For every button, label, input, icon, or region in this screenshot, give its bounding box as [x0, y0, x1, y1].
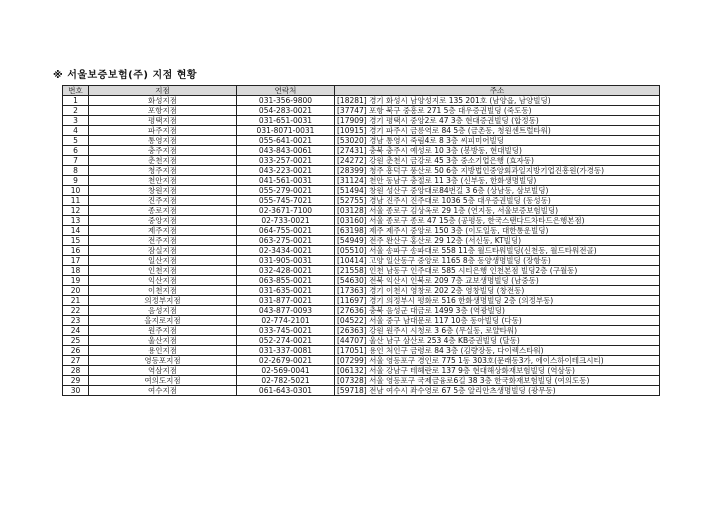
branch-address: [17909] 경기 평택시 중앙2로 47 3층 현대증권빌딩 (합정동)	[335, 116, 660, 126]
branch-address: [10915] 경기 파주시 금릉역로 84 5층 (금촌동, 청원센트럴타워)	[335, 126, 660, 136]
branch-phone: 031-635-0021	[237, 286, 335, 296]
branch-table	[62, 85, 660, 396]
document-title: ※ 서울보증보험(주) 지점 현황	[53, 70, 198, 81]
header-address: 주소	[335, 86, 660, 96]
row-number: 9	[63, 176, 89, 186]
branch-phone: 02-2679-0021	[237, 356, 335, 366]
branch-phone: 063-855-0021	[237, 276, 335, 286]
table-row	[63, 166, 660, 176]
row-number: 17	[63, 256, 89, 266]
branch-address: [17363] 경기 이천시 영창로 202 2층 영창빌딩 (창전동)	[335, 286, 660, 296]
branch-phone: 033-257-0021	[237, 156, 335, 166]
row-number: 21	[63, 296, 89, 306]
branch-phone: 02-3434-0021	[237, 246, 335, 256]
branch-address: [27636] 충북 음성군 대금로 1499 3층 (역광빌딩)	[335, 306, 660, 316]
branch-address: [44707] 울산 남구 삼산로 253 4층 KB증권빌딩 (달동)	[335, 336, 660, 346]
branch-name: 의정부지점	[89, 296, 237, 306]
header-contact: 연락처	[237, 86, 335, 96]
header-branch: 지점	[89, 86, 237, 96]
row-number: 26	[63, 346, 89, 356]
branch-phone: 02-782-5021	[237, 376, 335, 386]
branch-phone: 033-745-0021	[237, 326, 335, 336]
branch-name: 중앙지점	[89, 216, 237, 226]
branch-phone: 02-3671-7100	[237, 206, 335, 216]
branch-name: 익산지점	[89, 276, 237, 286]
table-row	[63, 236, 660, 246]
table-row	[63, 156, 660, 166]
branch-name: 원주지점	[89, 326, 237, 336]
branch-address: [24272] 강원 춘천시 금강로 45 3층 중소기업은행 (효자동)	[335, 156, 660, 166]
branch-address: [51494] 창원 성산구 중앙대로84번길 3 6층 (상남동, 삼보빌딩)	[335, 186, 660, 196]
table-row	[63, 106, 660, 116]
branch-name: 여수지점	[89, 386, 237, 396]
branch-address: [59718] 전남 여수시 좌수영로 67 5층 알리안츠생명빌딩 (광무동)	[335, 386, 660, 396]
branch-phone: 031-337-0081	[237, 346, 335, 356]
branch-phone: 055-279-0021	[237, 186, 335, 196]
table-row	[63, 296, 660, 306]
branch-phone: 031-877-0021	[237, 296, 335, 306]
row-number: 20	[63, 286, 89, 296]
branch-address: [26363] 강원 원주시 시청로 3 6층 (무실동, 로얄타워)	[335, 326, 660, 336]
branch-name: 진주지점	[89, 196, 237, 206]
branch-address: [18281] 경기 화성시 남양성지로 135 201호 (남양읍, 남양빌딩)	[335, 96, 660, 106]
branch-name: 창원지점	[89, 186, 237, 196]
branch-address: [27431] 충북 충주시 예성로 10 3층 (봉방동, 현대빌딩)	[335, 146, 660, 156]
branch-address: [17051] 용인 처인구 금령로 84 3층 (김량장동, 다이렉스타워)	[335, 346, 660, 356]
table-row	[63, 186, 660, 196]
row-number: 22	[63, 306, 89, 316]
branch-name: 평택지점	[89, 116, 237, 126]
branch-name: 인천지점	[89, 266, 237, 276]
branch-address: [37747] 포항 북구 중흥로 271 5층 대우증권빌딩 (죽도동)	[335, 106, 660, 116]
branch-phone: 032-428-0021	[237, 266, 335, 276]
table-row	[63, 206, 660, 216]
row-number: 8	[63, 166, 89, 176]
row-number: 7	[63, 156, 89, 166]
table-row	[63, 276, 660, 286]
header-row	[63, 86, 660, 96]
branch-name: 울산지점	[89, 336, 237, 346]
table-row	[63, 226, 660, 236]
branch-name: 통영지점	[89, 136, 237, 146]
branch-address: [07299] 서울 영등포구 경인로 775 1동 303호(문래동3가, 에이스하이테크시티)	[335, 356, 660, 366]
row-number: 6	[63, 146, 89, 156]
branch-phone: 041-561-0031	[237, 176, 335, 186]
row-number: 30	[63, 386, 89, 396]
branch-name: 춘천지점	[89, 156, 237, 166]
row-number: 5	[63, 136, 89, 146]
branch-phone: 052-274-0021	[237, 336, 335, 346]
row-number: 11	[63, 196, 89, 206]
branch-phone: 031-356-9800	[237, 96, 335, 106]
branch-phone: 031-905-0031	[237, 256, 335, 266]
table-row	[63, 366, 660, 376]
branch-address: [21558] 인천 남동구 인주대로 585 시티은행 인천본점 빌딩2층 (구월동)	[335, 266, 660, 276]
branch-phone: 054-283-0021	[237, 106, 335, 116]
branch-name: 충주지점	[89, 146, 237, 156]
row-number: 24	[63, 326, 89, 336]
row-number: 23	[63, 316, 89, 326]
branch-name: 종로지점	[89, 206, 237, 216]
branch-name: 용인지점	[89, 346, 237, 356]
branch-phone: 061-643-0301	[237, 386, 335, 396]
branch-name: 파주지점	[89, 126, 237, 136]
branch-address: [52755] 경남 진주시 진주대로 1036 5층 대우증권빌딩 (동성동)	[335, 196, 660, 206]
row-number: 18	[63, 266, 89, 276]
table-row	[63, 336, 660, 346]
row-number: 4	[63, 126, 89, 136]
branch-phone: 031-651-0031	[237, 116, 335, 126]
branch-phone: 031-8071-0031	[237, 126, 335, 136]
row-number: 15	[63, 236, 89, 246]
branch-phone: 02-774-2101	[237, 316, 335, 326]
table-row	[63, 376, 660, 386]
branch-name: 영등포지점	[89, 356, 237, 366]
table-row	[63, 346, 660, 356]
table-row	[63, 176, 660, 186]
table-row	[63, 306, 660, 316]
branch-address: [54630] 전북 익산시 인북로 209 7층 교보생명빌딩 (남중동)	[335, 276, 660, 286]
branch-name: 역삼지점	[89, 366, 237, 376]
branch-name: 음성지점	[89, 306, 237, 316]
branch-name: 제주지점	[89, 226, 237, 236]
branch-name: 포항지점	[89, 106, 237, 116]
row-number: 3	[63, 116, 89, 126]
row-number: 25	[63, 336, 89, 346]
row-number: 14	[63, 226, 89, 236]
branch-name: 화성지점	[89, 96, 237, 106]
table-row	[63, 386, 660, 396]
header-number: 번호	[63, 86, 89, 96]
branch-phone: 063-275-0021	[237, 236, 335, 246]
branch-address: [53020] 경남 통영시 죽림4로 8 3층 씨피미어빌딩	[335, 136, 660, 146]
branch-phone: 043-843-0061	[237, 146, 335, 156]
table-row	[63, 316, 660, 326]
branch-name: 여의도지점	[89, 376, 237, 386]
branch-name: 이천지점	[89, 286, 237, 296]
branch-address: [04522] 서울 중구 남대문로 117 10층 동아빌딩 (다동)	[335, 316, 660, 326]
branch-address: [05510] 서울 송파구 송파대로 558 11층 월드타워빌딩(신천동, 월드타워전골)	[335, 246, 660, 256]
branch-address: [63198] 제주 제주시 중앙로 150 3층 (이도일동, 대한통운빌딩)	[335, 226, 660, 236]
table-row	[63, 116, 660, 126]
branch-address: [06132] 서울 강남구 테헤란로 137 9층 현대해상화재보험빌딩 (역삼동)	[335, 366, 660, 376]
table-row	[63, 286, 660, 296]
row-number: 28	[63, 366, 89, 376]
table-row	[63, 136, 660, 146]
branch-address: [54949] 전주 완산구 홍산로 29 12층 (서신동, KT빌딩)	[335, 236, 660, 246]
row-number: 13	[63, 216, 89, 226]
branch-address: [03128] 서울 종로구 김상옥로 29 1층 (연지동, 서울보증보험빌딩)	[335, 206, 660, 216]
branch-address: [31124] 천안 동남구 충절로 11 3층 (신부동, 한화생명빌딩)	[335, 176, 660, 186]
branch-name: 천안지점	[89, 176, 237, 186]
branch-phone: 055-641-0021	[237, 136, 335, 146]
branch-name: 을지로지점	[89, 316, 237, 326]
branch-phone: 043-877-0093	[237, 306, 335, 316]
row-number: 1	[63, 96, 89, 106]
table-row	[63, 246, 660, 256]
branch-address: [03160] 서울 종로구 종로 47 15층 (공평동, 한국스탠다드차타드은행본점)	[335, 216, 660, 226]
row-number: 29	[63, 376, 89, 386]
branch-phone: 02-733-0021	[237, 216, 335, 226]
branch-name: 잠실지점	[89, 246, 237, 256]
row-number: 16	[63, 246, 89, 256]
branch-address: [10414] 고양 일산동구 중앙로 1165 8층 동양생명빌딩 (장항동)	[335, 256, 660, 266]
row-number: 2	[63, 106, 89, 116]
row-number: 19	[63, 276, 89, 286]
row-number: 27	[63, 356, 89, 366]
branch-name: 청주지점	[89, 166, 237, 176]
branch-name: 전주지점	[89, 236, 237, 246]
table-row	[63, 196, 660, 206]
row-number: 12	[63, 206, 89, 216]
row-number: 10	[63, 186, 89, 196]
branch-phone: 064-755-0021	[237, 226, 335, 236]
branch-phone: 043-223-0021	[237, 166, 335, 176]
table-row	[63, 326, 660, 336]
table-row	[63, 216, 660, 226]
table-row	[63, 356, 660, 366]
table-row	[63, 256, 660, 266]
table-row	[63, 96, 660, 106]
branch-address: [11697] 경기 의정부시 평화로 516 한화생명빌딩 2층 (의정부동)	[335, 296, 660, 306]
branch-phone: 055-745-7021	[237, 196, 335, 206]
branch-address: [07328] 서울 영등포구 국제금융로6길 38 3층 한국화재보험빌딩 (여의도동)	[335, 376, 660, 386]
branch-name: 일산지점	[89, 256, 237, 266]
table-row	[63, 266, 660, 276]
table-row	[63, 146, 660, 156]
branch-address: [28399] 청주 흥덕구 풍산로 50 6층 지방법인중앙회과일지방기업진흥원(가경동)	[335, 166, 660, 176]
table-row	[63, 126, 660, 136]
branch-phone: 02-569-0041	[237, 366, 335, 376]
